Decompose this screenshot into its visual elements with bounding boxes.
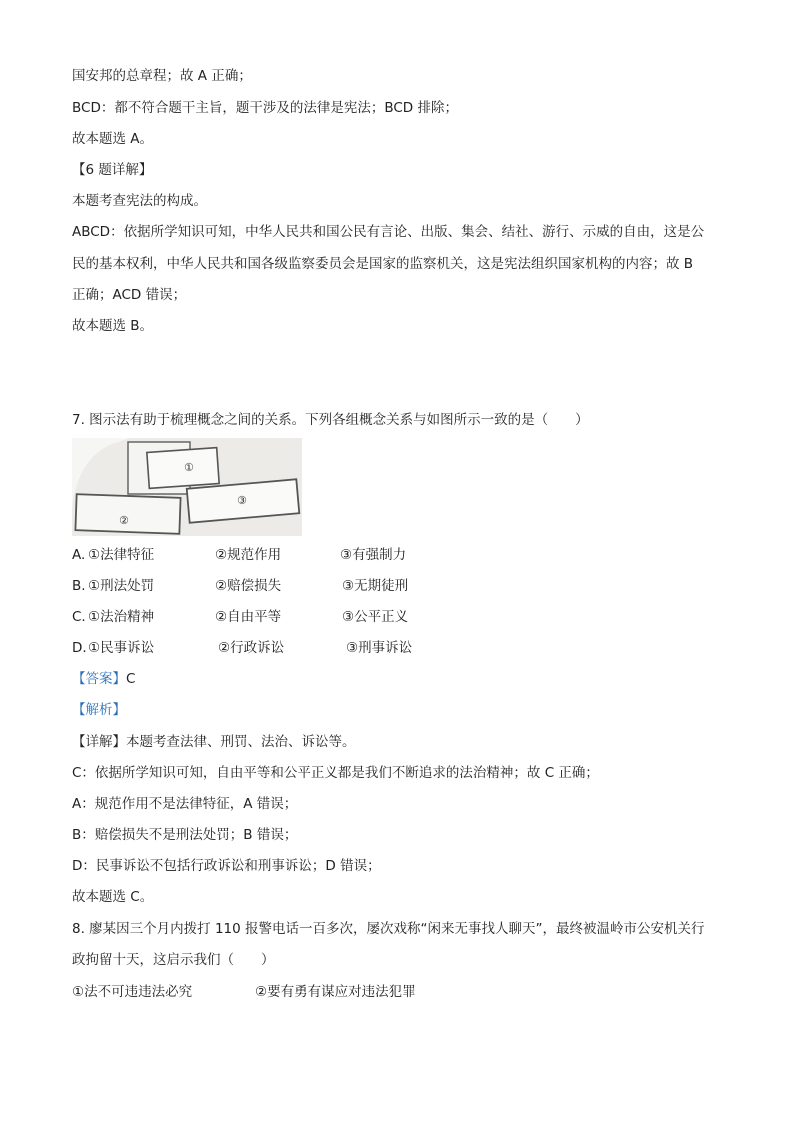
option-letter: A. bbox=[72, 547, 86, 563]
figure-mark-1: ① bbox=[184, 461, 194, 474]
option-item-2: ②规范作用 bbox=[215, 547, 282, 563]
q7-explain-b: B：赔偿损失不是刑法处罚；B 错误； bbox=[72, 827, 298, 843]
figure-mark-3: ③ bbox=[237, 494, 247, 507]
concept-diagram bbox=[72, 438, 302, 536]
option-letter: C. bbox=[72, 609, 86, 625]
option-letter: B. bbox=[72, 578, 86, 594]
q7-answer bbox=[72, 669, 135, 689]
option-item-3: ③无期徒刑 bbox=[342, 578, 409, 594]
prev-answer-line-3: 故本题选 A。 bbox=[72, 131, 154, 147]
figure-mark-2: ② bbox=[119, 514, 129, 527]
q7-explain-c: C：依据所学知识可知，自由平等和公平正义都是我们不断追求的法治精神；故 C 正确； bbox=[72, 765, 599, 781]
option-item-1: ①刑法处罚 bbox=[88, 578, 155, 594]
q7-explain-d: D：民事诉讼不包括行政诉讼和刑事诉讼；D 错误； bbox=[72, 858, 381, 874]
option-item-1: ①法律特征 bbox=[88, 547, 155, 563]
q8-statement-1: ①法不可违违法必究 bbox=[72, 984, 193, 1000]
option-item-3: ③公平正义 bbox=[342, 609, 409, 625]
q7-detail: 【详解】本题考查法律、刑罚、法治、诉讼等。 bbox=[72, 734, 356, 750]
answer-value: C bbox=[126, 671, 136, 687]
q7-figure bbox=[72, 438, 302, 536]
q6-topic: 本题考查宪法的构成。 bbox=[72, 193, 207, 209]
q6-detail-heading: 【6 题详解】 bbox=[72, 162, 153, 178]
option-item-1: ①法治精神 bbox=[88, 609, 155, 625]
q6-explanation-line-3: 正确；ACD 错误； bbox=[72, 287, 187, 303]
q7-conclusion: 故本题选 C。 bbox=[72, 889, 154, 905]
q6-explanation-line-1: ABCD：依据所学知识可知，中华人民共和国公民有言论、出版、集会、结社、游行、示威的自由，这是公 bbox=[72, 224, 705, 240]
q6-explanation-line-2: 民的基本权利，中华人民共和国各级监察委员会是国家的监察机关，这是宪法组织国家机构的内容；故 B bbox=[72, 256, 694, 272]
q7-explain-a: A：规范作用不是法律特征，A 错误； bbox=[72, 796, 298, 812]
option-item-3: ③有强制力 bbox=[340, 547, 407, 563]
q8-statement-2: ②要有勇有谋应对违法犯罪 bbox=[255, 984, 416, 1000]
option-item-2: ②赔偿损失 bbox=[215, 578, 282, 594]
option-letter: D. bbox=[72, 640, 87, 656]
q8-stem-line-1: 8. 廖某因三个月内拨打 110 报警电话一百多次，屡次戏称“闲来无事找人聊天”，最终被温岭市公安机关行 bbox=[72, 921, 705, 937]
q6-conclusion: 故本题选 B。 bbox=[72, 318, 154, 334]
q8-stem-line-2: 政拘留十天，这启示我们（ ） bbox=[72, 952, 275, 968]
option-item-2: ②自由平等 bbox=[215, 609, 282, 625]
prev-answer-line-1: 国安邦的总章程；故 A 正确； bbox=[72, 68, 252, 84]
q7-stem: 7. 图示法有助于梳理概念之间的关系。下列各组概念关系与如图所示一致的是（ ） bbox=[72, 412, 589, 428]
option-item-1: ①民事诉讼 bbox=[88, 640, 155, 656]
answer-label: 【答案】 bbox=[72, 671, 126, 687]
option-item-2: ②行政诉讼 bbox=[218, 640, 285, 656]
q7-analysis-label: 【解析】 bbox=[72, 702, 126, 718]
option-item-3: ③刑事诉讼 bbox=[346, 640, 413, 656]
prev-answer-line-2: BCD：都不符合题干主旨，题干涉及的法律是宪法；BCD 排除； bbox=[72, 100, 458, 116]
